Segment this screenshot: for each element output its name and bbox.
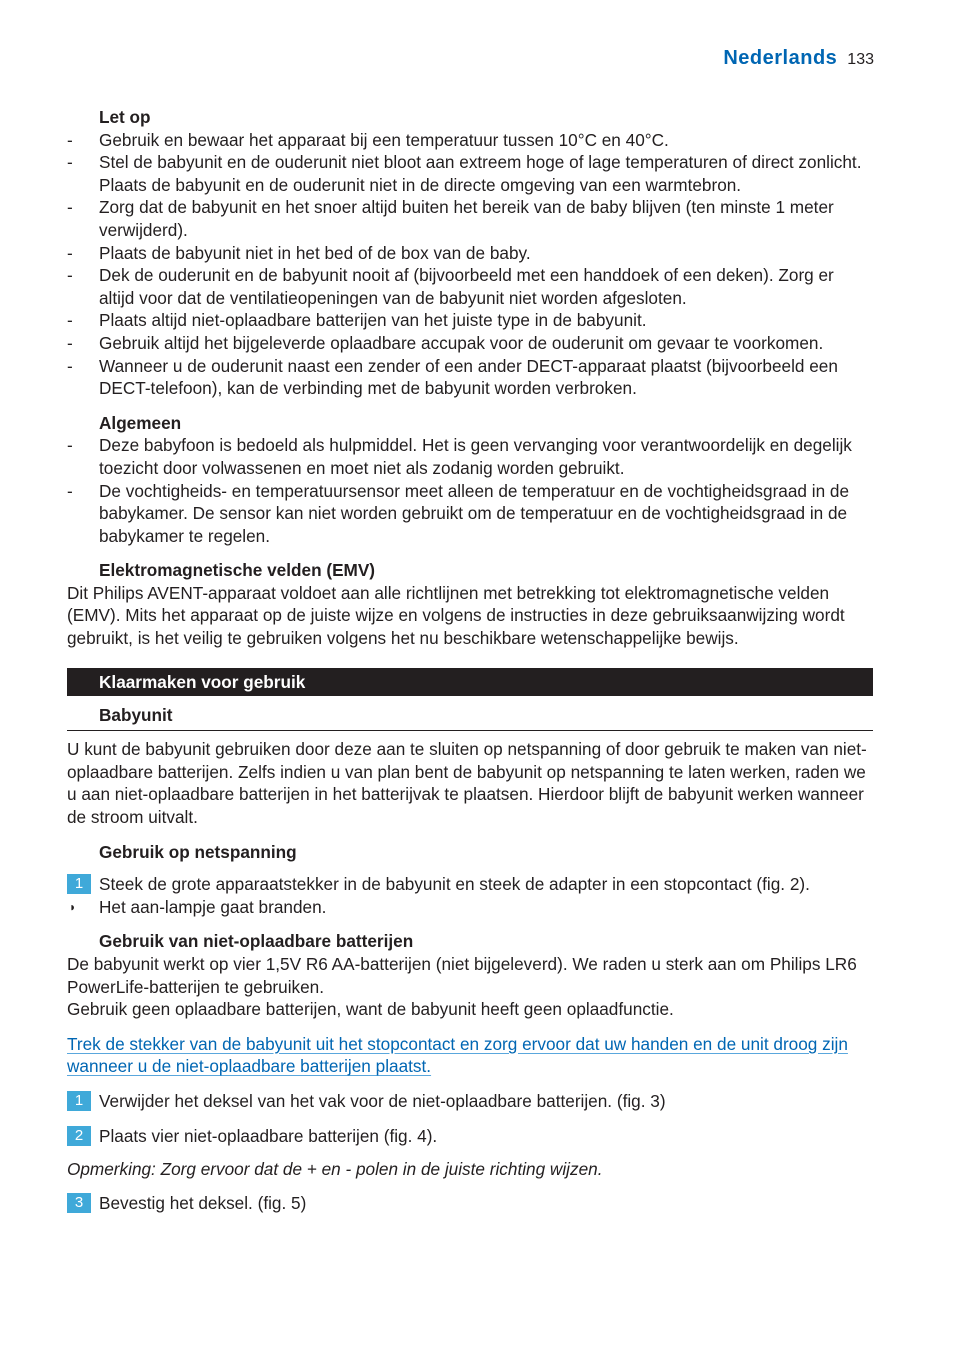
- page-number: 133: [847, 51, 874, 68]
- step-text: Steek de grote apparaatstekker in de babyunit en steek de adapter in een stopcontact (fig. 2).: [99, 874, 810, 895]
- batterijen-paragraph-1: De babyunit werkt op vier 1,5V R6 AA-batterijen (niet bijgeleverd). We raden u sterk aan om Philips LR6 PowerLife-batterijen te gebruiken.: [67, 954, 857, 997]
- list-item: - Dek de ouderunit en de babyunit nooit af (bijvoorbeeld met een handdoek of een deken). Zorg er altijd voor dat de ventilatieopeningen van de babyunit niet worden afgesloten.: [67, 264, 873, 309]
- warning-block: [67, 1033, 873, 1078]
- step-item: [67, 1125, 873, 1148]
- netspanning-heading: Gebruik op netspanning: [99, 841, 297, 862]
- list-item: - Gebruik en bewaar het apparaat bij een temperatuur tussen 10°C en 40°C.: [67, 129, 873, 152]
- list-item: - Gebruik altijd het bijgeleverde oplaadbare accupak voor de ouderunit om gevaar te voorkomen.: [67, 332, 873, 355]
- step-item: [67, 873, 873, 896]
- step-text: Verwijder het deksel van het vak voor de niet-oplaadbare batterijen. (fig. 3): [99, 1090, 666, 1111]
- let-op-list: [67, 129, 873, 400]
- step-number-badge: 1: [67, 874, 91, 894]
- emv-paragraph: Dit Philips AVENT-apparaat voldoet aan alle richtlijnen met betrekking tot elektromagnetische velden (EMV). Mits het apparaat op de juiste wijze en volgens de instructies in deze gebruiksaanwijzing wordt gebruikt, is het veilig te gebruiken volgens het nu beschikbare wetenschappelijke bewijs.: [67, 582, 845, 649]
- section-title-bar: Klaarmaken voor gebruik: [67, 668, 873, 696]
- batterijen-paragraph-2: Gebruik geen oplaadbare batterijen, want de babyunit heeft geen oplaadfunctie.: [67, 999, 674, 1020]
- list-item: - Plaats altijd niet-oplaadbare batterijen van het juiste type in de babyunit.: [67, 309, 873, 332]
- result-text: Het aan-lampje gaat branden.: [99, 896, 327, 917]
- babyunit-heading: Babyunit: [67, 696, 873, 732]
- list-item: - De vochtigheids- en temperatuursensor meet alleen de temperatuur en de vochtigheidsgraad in de babykamer. De sensor kan niet worden gebruikt om de temperatuur en de vochtigheidsgraad in de babykamer te regelen.: [67, 480, 873, 548]
- step-text: Plaats vier niet-oplaadbare batterijen (fig. 4).: [99, 1125, 438, 1146]
- list-item: - Zorg dat de babyunit en het snoer altijd buiten het bereik van de baby blijven (ten minste 1 meter verwijderd).: [67, 196, 873, 241]
- list-item: - Deze babyfoon is bedoeld als hulpmiddel. Het is geen vervanging voor verantwoordelijk en degelijk toezicht door volwassenen en moet niet als zodanig worden gebruikt.: [67, 434, 873, 479]
- step-item: [67, 1192, 873, 1215]
- babyunit-paragraph: U kunt de babyunit gebruiken door deze aan te sluiten op netspanning of door gebruik te maken van niet-oplaadbare batterijen. Zelfs indien u van plan bent de babyunit op netspanning te laten werken, raden we u aan niet-oplaadbare batterijen in het batterijvak te plaatsen. Hierdoor blijft de babyunit werken wanneer de stroom uitvalt.: [67, 739, 867, 828]
- header-language: Nederlands: [723, 47, 838, 69]
- warning-text: Trek de stekker van de babyunit uit het stopcontact en zorg ervoor dat uw handen en de unit droog zijn wanneer u de niet-oplaadbare batterijen plaatst.: [67, 1033, 848, 1077]
- step-number-badge: 3: [67, 1193, 91, 1213]
- step-number-badge: 2: [67, 1126, 91, 1146]
- note-text: Opmerking: Zorg ervoor dat de + en - polen in de juiste richting wijzen.: [67, 1159, 603, 1180]
- step-number-badge: 1: [67, 1091, 91, 1111]
- algemeen-list: [67, 434, 873, 547]
- list-item: - Wanneer u de ouderunit naast een zender of een ander DECT-apparaat plaatst (bijvoorbeeld een DECT-telefoon), kan de verbinding met de babyunit worden verbroken.: [67, 355, 873, 400]
- step-text: Bevestig het deksel. (fig. 5): [99, 1192, 307, 1213]
- algemeen-heading: Algemeen: [99, 412, 182, 433]
- let-op-heading: Let op: [99, 107, 151, 127]
- page-content: [67, 106, 873, 1214]
- step-item: [67, 1090, 873, 1113]
- list-item: - Plaats de babyunit niet in het bed of de box van de baby.: [67, 242, 873, 265]
- emv-heading: Elektromagnetische velden (EMV): [99, 560, 376, 581]
- batterijen-heading: Gebruik van niet-oplaadbare batterijen: [99, 931, 414, 952]
- list-item: - Stel de babyunit en de ouderunit niet bloot aan extreem hoge of lage temperaturen of direct zonlicht. Plaats de babyunit en de ouderunit niet in de directe omgeving van een warmtebron.: [67, 151, 873, 196]
- result-arrow-icon: ◗: [69, 899, 77, 914]
- result-item: [67, 896, 873, 919]
- page-header: [723, 47, 874, 70]
